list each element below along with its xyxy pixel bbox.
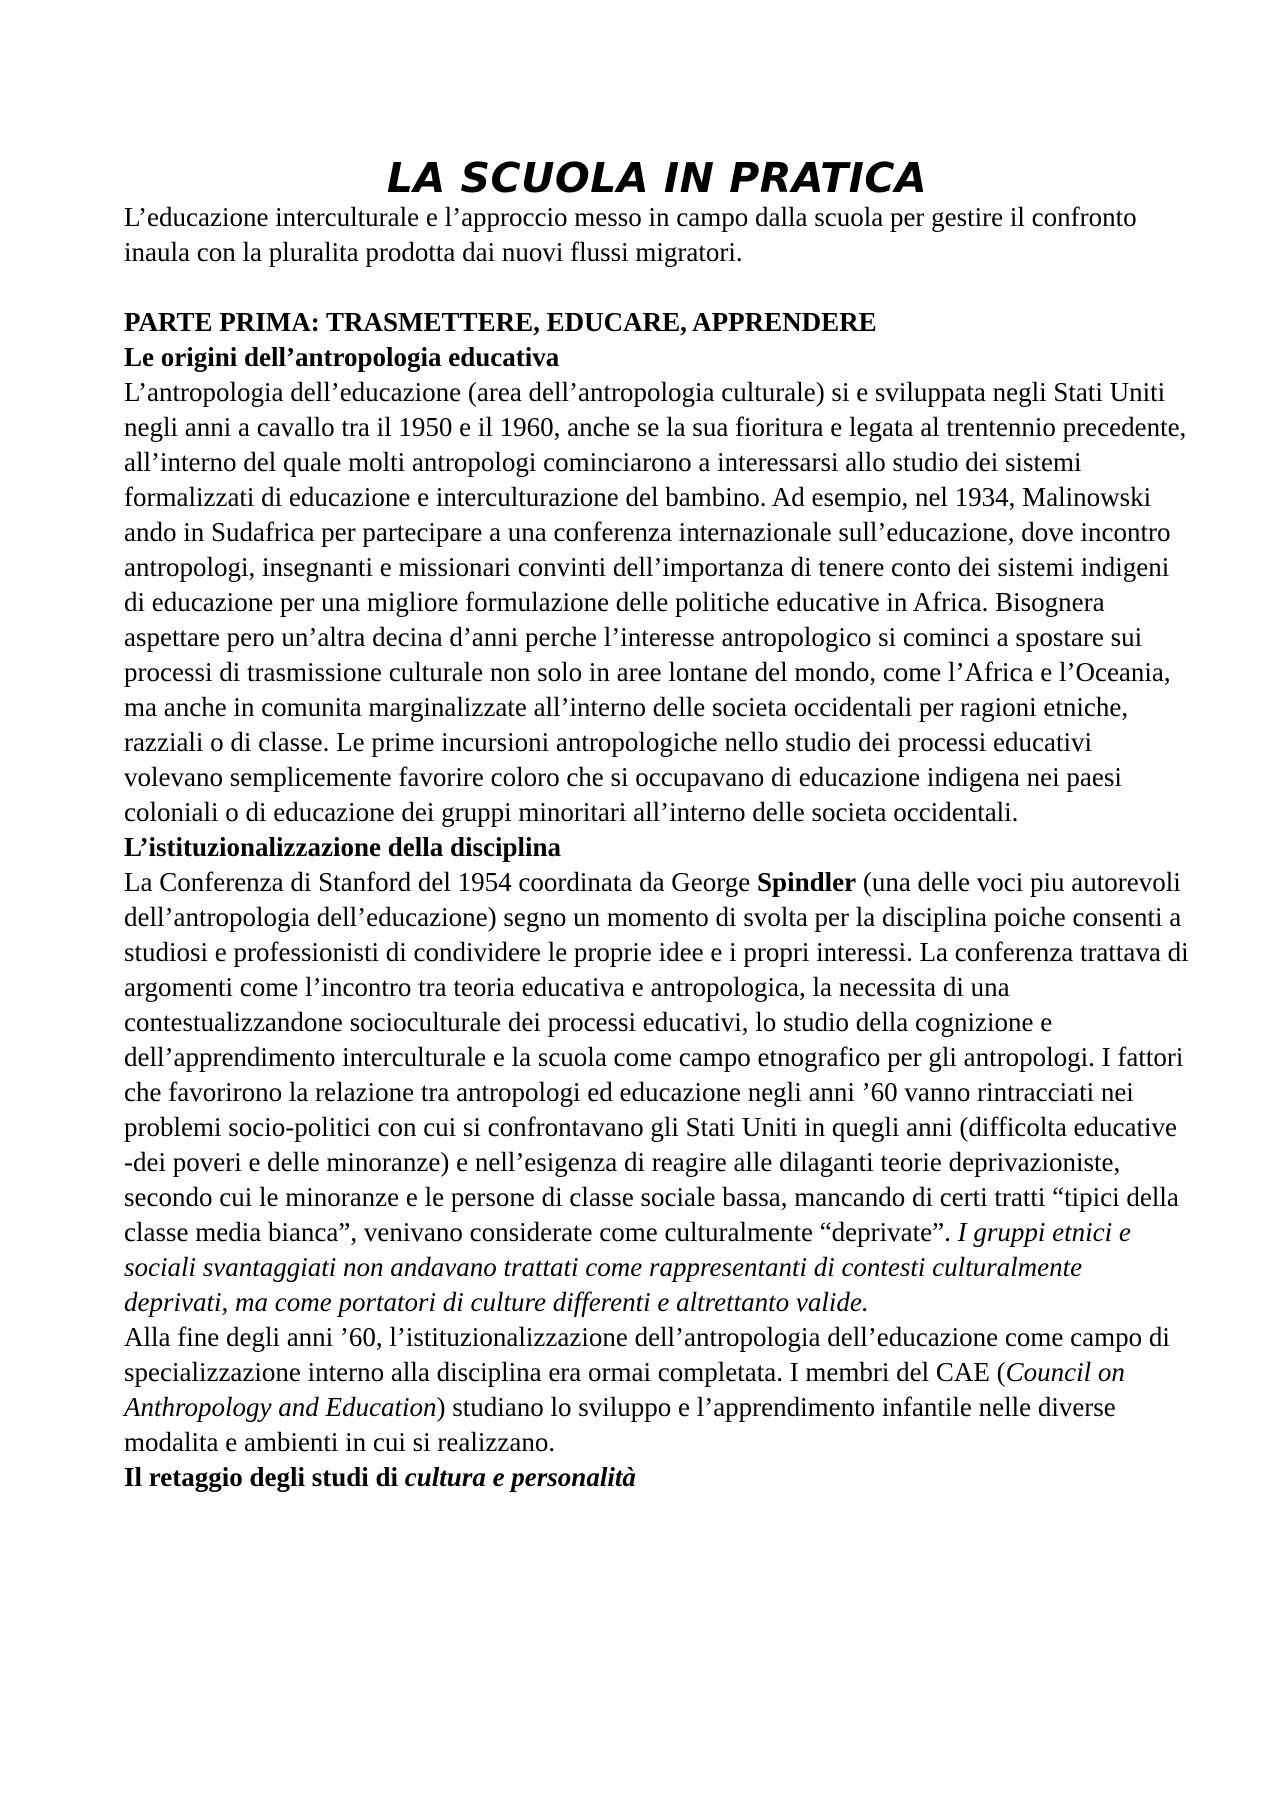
section-heading-legacy: [124, 1460, 1190, 1495]
heading-italic-text: cultura e personalità: [404, 1462, 636, 1492]
bold-name-spindler: Spindler: [757, 867, 857, 897]
paragraph-text: ) studiano lo sviluppo e l’apprendimento infantile nelle diverse: [436, 1392, 1116, 1422]
section-institutionalization-paragraph-2: [124, 1320, 1190, 1425]
paragraph-text: (una delle voci piu autorevoli dell’antropologia dell’educazione) segno un momento di svolta per la disciplina poiche consenti a studiosi e professionisti di condividere le proprie idee e i propri interessi. La conferenza trattava di argomenti come l’incontro tra teoria educativa e antropologica, la necessita di una contestualizzandone socioculturale dei processi educativi, lo studio della cognizione e dell’apprendimento interculturale e la scuola come campo etnografico per gli antropologi. I fattori che favorirono la relazione tra antropologi ed educazione negli anni ’60 vanno rintracciati nei problemi socio-politici con cui si confrontavano gli Stati Uniti in quegli anni (difficolta educative -dei poveri e delle minoranze) e nell’esigenza di reagire alle dilaganti teorie deprivazioniste, secondo cui le minoranze e le persone di classe sociale bassa, mancando di certi tratti “tipici della classe media bianca”, venivano considerate come culturalmente “deprivate”.: [124, 867, 1189, 1247]
italic-emphasis: I gruppi etnici e sociali svantaggiati non andavano trattati come rappresentanti di contesti culturalmente deprivati, ma come portatori di culture differenti e altrettanto valide.: [124, 1217, 1131, 1317]
section-heading-institutionalization: L’istituzionalizzazione della disciplina: [124, 832, 562, 862]
document-title: LA SCUOLA IN PRATICA: [386, 154, 928, 202]
intro-paragraph: L’educazione interculturale e l’approccio messo in campo dalla scuola per gestire il confronto inaula con la pluralita prodotta dai nuovi flussi migratori.: [124, 202, 1137, 267]
paragraph-text: La Conferenza di Stanford del 1954 coordinata da George: [124, 867, 758, 897]
section-institutionalization-paragraph-3: modalita e ambienti in cui si realizzano.: [124, 1427, 556, 1457]
section-origins-body: L’antropologia dell’educazione (area dell’antropologia culturale) si e sviluppata negli Stati Uniti negli anni a cavallo tra il 1950 e il 1960, anche se la sua fioritura e legata al trentennio precedente, all’interno del quale molti antropologi cominciarono a interessarsi allo studio dei sistemi formalizzati di educazione e interculturazione del bambino. Ad esempio, nel 1934, Malinowski ando in Sudafrica per partecipare a una conferenza internazionale sull’educazione, dove incontro antropologi, insegnanti e missionari convinti dell’importanza di tenere conto dei sistemi indigeni di educazione per una migliore formulazione delle politiche educative in Africa. Bisognera aspettare pero un’altra decina d’anni perche l’interesse antropologico si cominci a spostare sui processi di trasmissione culturale non solo in aree lontane del mondo, come l’Africa e l’Oceania, ma anche in comunita marginalizzate all’interno delle societa occidentali per ragioni etniche, razziali o di classe. Le prime incursioni antropologiche nello studio dei processi educativi volevano semplicemente favorire coloro che si occupavano di educazione indigena nei paesi coloniali o di educazione dei gruppi minoritari all’interno delle societa occidentali.: [124, 377, 1187, 827]
part-heading: PARTE PRIMA: TRASMETTERE, EDUCARE, APPRENDERE: [124, 307, 877, 337]
heading-text: Il retaggio degli studi di: [124, 1462, 405, 1492]
section-heading-origins: Le origini dell’antropologia educativa: [124, 342, 560, 372]
section-institutionalization-paragraph-1: [124, 865, 1190, 1320]
document-content: [124, 148, 1190, 1495]
italic-cae-name: Council on Anthropology and Education: [124, 1357, 1125, 1422]
blank-line: [124, 270, 1190, 305]
paragraph-text: Alla fine degli anni ’60, l’istituzionalizzazione dell’antropologia dell’educazione come campo di specializzazione interno alla disciplina era ormai completata. I membri del CAE (: [124, 1322, 1170, 1387]
